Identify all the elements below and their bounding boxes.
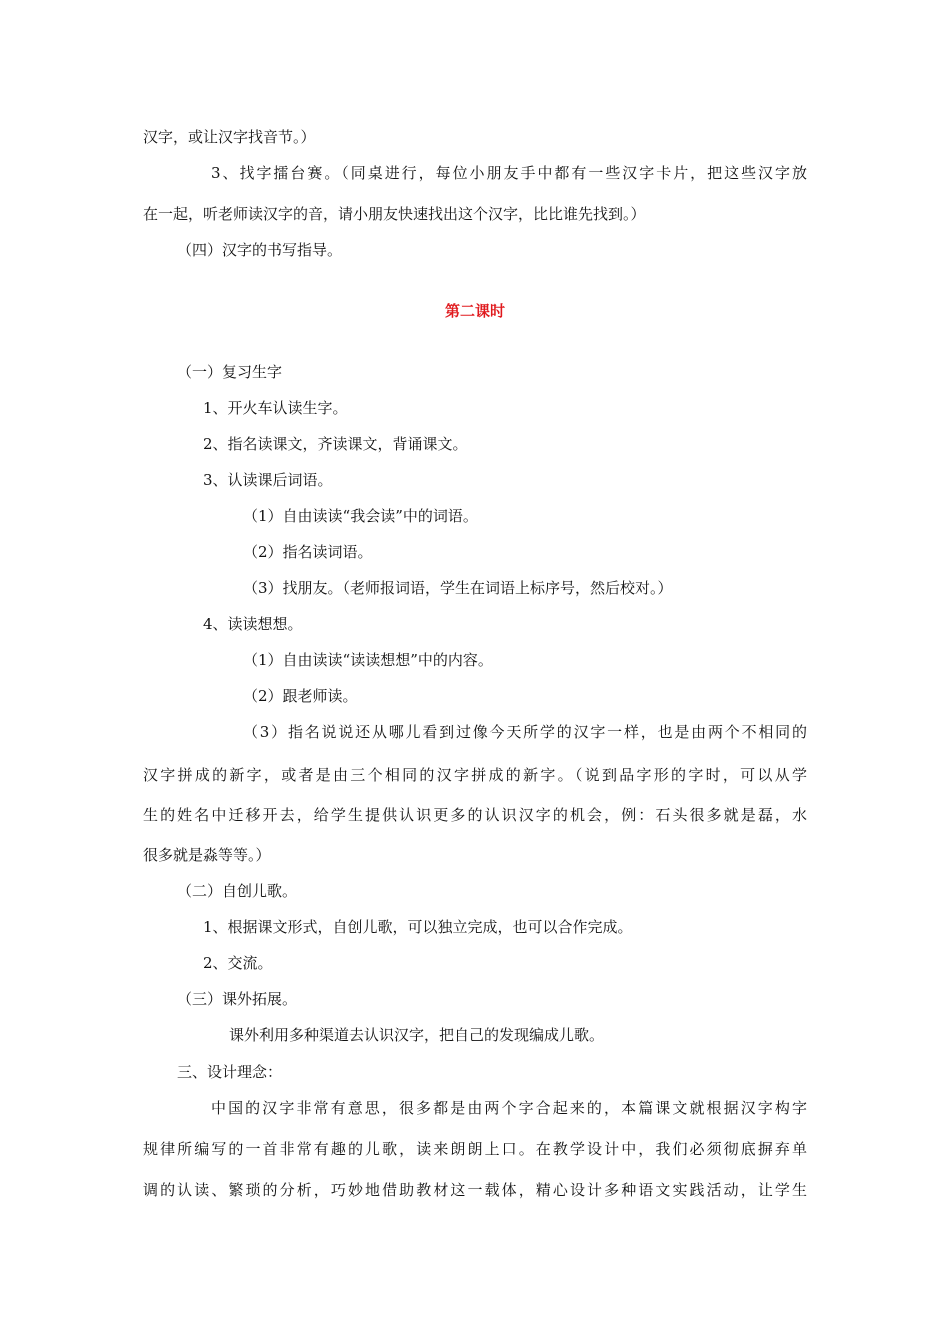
section-heading: 三、设计理念： (177, 1063, 283, 1081)
sub-list-item: （2）指名读词语。 (243, 543, 373, 561)
sub-list-item: （1）自由读读“我会读”中的词语。 (243, 507, 478, 525)
list-item: 3、认读课后词语。 (203, 471, 333, 489)
section-heading: （三）课外拓展。 (177, 990, 298, 1008)
section-heading: （一）复习生字 (177, 363, 283, 381)
section-heading: （四）汉字的书写指导。 (177, 241, 343, 259)
paragraph-line: 很多就是淼等等。） (143, 846, 271, 864)
paragraph-line: 课外利用多种渠道去认识汉字，把自己的发现编成儿歌。 (229, 1026, 605, 1044)
list-item: 1、根据课文形式，自创儿歌，可以独立完成，也可以合作完成。 (203, 918, 633, 936)
list-item: 4、读读想想。 (203, 615, 303, 633)
paragraph-line: 在一起，听老师读汉字的音，请小朋友快速找出这个汉字，比比谁先找到。） (143, 205, 646, 223)
sub-list-item: （3）指名说说还从哪儿看到过像今天所学的汉字一样，也是由两个不相同的 (243, 723, 807, 741)
sub-list-item: （2）跟老师读。 (243, 687, 358, 705)
paragraph-line: 3、找字擂台赛。（同桌进行，每位小朋友手中都有一些汉字卡片，把这些汉字放 (211, 164, 807, 182)
paragraph-line: 中国的汉字非常有意思，很多都是由两个字合起来的，本篇课文就根据汉字构字 (211, 1099, 807, 1117)
list-item: 2、交流。 (203, 954, 273, 972)
section-heading: （二）自创儿歌。 (177, 882, 298, 900)
list-item: 1、开火车认读生字。 (203, 399, 348, 417)
paragraph-line: 调的认读、繁琐的分析，巧妙地借助教材这一载体，精心设计多种语文实践活动，让学生 (143, 1181, 807, 1199)
sub-list-item: （3）找朋友。（老师报词语，学生在词语上标序号，然后校对。） (243, 579, 673, 597)
paragraph-line: 规律所编写的一首非常有趣的儿歌，读来朗朗上口。在教学设计中，我们必须彻底摒弃单 (143, 1140, 807, 1158)
lesson-title: 第二课时 (444, 302, 505, 320)
paragraph-line: 汉字，或让汉字找音节。） (143, 128, 316, 146)
sub-list-item: （1）自由读读“读读想想”中的内容。 (243, 651, 493, 669)
paragraph-line: 生的姓名中迁移开去，给学生提供认识更多的认识汉字的机会，例：石头很多就是磊，水 (143, 806, 807, 824)
paragraph-line: 汉字拼成的新字，或者是由三个相同的汉字拼成的新字。（说到品字形的字时，可以从学 (143, 766, 807, 784)
list-item: 2、指名读课文，齐读课文，背诵课文。 (203, 435, 468, 453)
